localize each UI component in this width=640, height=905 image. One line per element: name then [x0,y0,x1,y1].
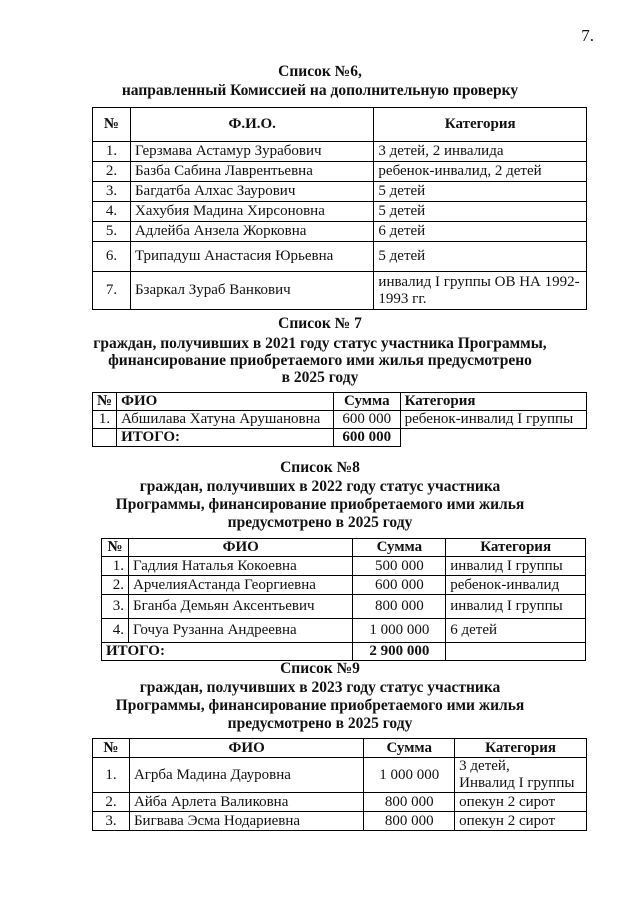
table-row [93,793,587,812]
header-fio: ФИО [129,739,363,758]
table-total-row [102,643,586,661]
row-category: ребенок-инвалид, 2 детей [374,162,587,182]
row-category: инвалид I группы [446,557,586,576]
header-num: № [93,393,117,411]
header-fio: ФИО [117,393,334,411]
row-name: Хахубия Мадина Хирсоновна [130,202,373,222]
table-row [102,619,586,643]
table-total-row [93,429,587,447]
list9-subtitle-line: Программы, финансирование приобретаемого ими жилья [115,697,525,714]
row-name: Агрба Мадина Дауровна [129,758,363,793]
list9-title: Список №9 [280,660,360,677]
row-name: АрчелияАстанда Георгиевна [128,576,352,595]
table-row [93,272,587,310]
list8-subtitle-line: Программы, финансирование приобретаемого ими жилья [115,496,525,513]
row-category: 5 детей [374,202,587,222]
row-num: 1. [93,411,117,429]
row-sum: 800 000 [364,812,455,831]
row-category: 5 детей [374,242,587,272]
list8-subtitle-line: предусмотрено в 2025 году [227,514,413,531]
row-category: инвалид I группы [446,595,586,619]
table-row [93,758,587,793]
header-category: Категория [455,739,587,758]
list6-title: Список №6, [278,63,362,80]
row-num: 1. [102,557,129,576]
row-name: Бигвава Эсма Нодариевна [129,812,363,831]
row-num: 5. [93,222,131,242]
row-name: Бзаркал Зураб Ванкович [130,272,373,310]
header-fio: Ф.И.О. [130,108,373,142]
table-row [93,202,587,222]
header-num: № [102,539,129,557]
row-num: 4. [93,202,131,222]
header-category: Категория [446,539,586,557]
row-num: 7. [93,272,131,310]
row-category [374,272,587,310]
row-sum: 600 000 [333,411,400,429]
row-num: 3. [102,595,129,619]
list7-title: Список № 7 [278,315,362,332]
list6-subtitle: направленный Комиссией на дополнительную проверку [121,82,519,99]
row-category: 3 детей, 2 инвалида [374,142,587,162]
row-name: Абшилава Хатуна Арушановна [117,411,334,429]
row-num: 1. [93,758,130,793]
list9-subtitle-line: предусмотрено в 2025 году [227,715,413,732]
total-sum: 600 000 [333,429,400,447]
header-sum: Сумма [353,539,446,557]
header-fio: ФИО [128,539,352,557]
header-num: № [93,739,130,758]
header-sum: Сумма [333,393,400,411]
list9-table [92,738,587,831]
row-category-line: 1993 гг. [378,290,427,307]
list7-subtitle-line: в 2025 году [281,369,359,386]
row-name: Трипадуш Анастасия Юрьевна [130,242,373,272]
row-category: 6 детей [374,222,587,242]
list8-title: Список №8 [280,459,360,476]
table-header-row [93,108,587,142]
table-header-row [93,393,587,411]
row-sum: 500 000 [353,557,446,576]
table-header-row [102,539,586,557]
row-sum: 1 000 000 [364,758,455,793]
row-name: Гочуа Рузанна Андреевна [128,619,352,643]
table-row [93,182,587,202]
row-num: 2. [93,793,130,812]
row-num: 1. [93,142,131,162]
row-num: 2. [93,162,131,182]
total-sum: 2 900 000 [353,643,446,661]
total-label: ИТОГО: [102,643,353,661]
header-num: № [93,108,131,142]
row-name: Адлейба Анзела Жорковна [130,222,373,242]
row-category: 5 детей [374,182,587,202]
header-category: Категория [400,393,586,411]
row-category [455,758,587,793]
table-row [93,162,587,182]
row-name: Бганба Демьян Аксентьевич [128,595,352,619]
row-num: 6. [93,242,131,272]
list8-subtitle-line: граждан, получивших в 2022 году статус участника [139,478,501,495]
row-num: 3. [93,182,131,202]
table-row [93,242,587,272]
table-header-row [93,739,587,758]
list7-table [92,392,587,447]
table-row [93,142,587,162]
header-sum: Сумма [364,739,455,758]
row-category-line: Инвалид I группы [459,775,575,791]
row-name: Гадлия Наталья Кокоевна [128,557,352,576]
header-category: Категория [374,108,587,142]
table-row [102,595,586,619]
row-sum: 800 000 [353,595,446,619]
row-category-line: 3 детей, [459,758,510,774]
list9-subtitle-line: граждан, получивших в 2023 году статус участника [139,679,501,696]
list7-subtitle-line: граждан, получивших в 2021 году статус участника Программы, [93,335,547,352]
list6-table [92,107,587,310]
table-row [102,557,586,576]
row-category-line: инвалид I группы ОВ НА 1992- [378,273,580,290]
row-name: Базба Сабина Лаврентьевна [130,162,373,182]
row-category: ребенок-инвалид [446,576,586,595]
table-row [102,576,586,595]
row-name: Герзмава Астамур Зурабович [130,142,373,162]
row-name: Айба Арлета Валиковна [129,793,363,812]
table-row [93,222,587,242]
row-category: опекун 2 сирот [455,812,587,831]
row-sum: 1 000 000 [353,619,446,643]
row-category: опекун 2 сирот [455,793,587,812]
page-number: 7. [581,26,594,45]
row-category: ребенок-инвалид I группы [400,411,586,429]
row-name: Багдатба Алхас Заурович [130,182,373,202]
total-label: ИТОГО: [117,429,334,447]
row-num: 3. [93,812,130,831]
table-row [93,812,587,831]
row-num: 4. [102,619,129,643]
list7-subtitle-line: финансирование приобретаемого ими жилья предусмотрено [108,352,532,369]
row-sum: 800 000 [364,793,455,812]
row-sum: 600 000 [353,576,446,595]
row-category: 6 детей [446,619,586,643]
row-num: 2. [102,576,129,595]
list8-table [101,538,586,661]
table-row [93,411,587,429]
